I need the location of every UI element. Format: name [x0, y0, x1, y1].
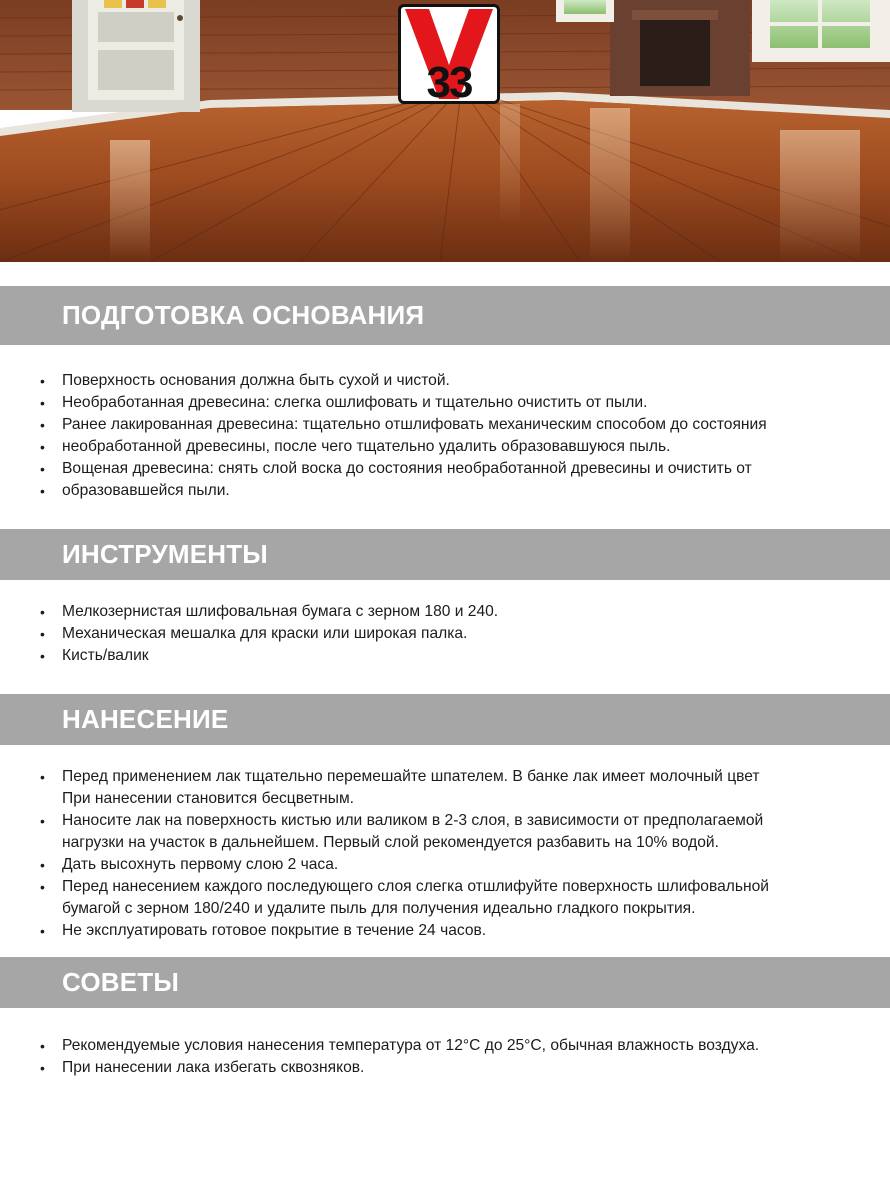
bullet-icon: • — [40, 604, 45, 620]
list-item: • Необработанная древесина: слегка ошлифовать и тщательно очистить от пыли. — [0, 392, 890, 414]
bullet-icon: • — [40, 395, 45, 411]
list-tips — [0, 1035, 890, 1079]
list-item: • образовавшейся пыли. — [0, 480, 890, 502]
bullet-icon: • — [40, 923, 45, 939]
bullet-icon: • — [40, 1060, 45, 1076]
brand-logo — [398, 4, 500, 104]
bullet-icon: • — [40, 648, 45, 664]
list-item: • Вощеная древесина: снять слой воска до состояния необработанной древесины и очистить от — [0, 458, 890, 480]
list-item: • При нанесении лака избегать сквозняков. — [0, 1057, 890, 1079]
bullet-icon: • — [40, 483, 45, 499]
list-tools — [0, 601, 890, 667]
bullet-icon: • — [40, 769, 45, 785]
list-item: • Наносите лак на поверхность кистью или валиком в 2-3 слоя, в зависимости от предполагаемой — [0, 810, 890, 832]
bullet-icon: • — [40, 857, 45, 873]
list-item: • Ранее лакированная древесина: тщательно отшлифовать механическим способом до состояния — [0, 414, 890, 436]
section-header-application: НАНЕСЕНИЕ — [0, 694, 890, 745]
section-header-tools: ИНСТРУМЕНТЫ — [0, 529, 890, 580]
list-preparation — [0, 370, 890, 502]
list-item: • необработанной древесины, после чего тщательно удалить образовавшуюся пыль. — [0, 436, 890, 458]
list-item-continuation: нагрузки на участок в дальнейшем. Первый слой рекомендуется разбавить на 10% водой. — [62, 834, 719, 851]
list-item-continuation: При нанесении становится бесцветным. — [62, 790, 355, 807]
bullet-icon: • — [40, 813, 45, 829]
list-item: • Кисть/валик — [0, 645, 890, 667]
bullet-icon: • — [40, 879, 45, 895]
list-application — [0, 766, 890, 942]
list-item: • Мелкозернистая шлифовальная бумага с зерном 180 и 240. — [0, 601, 890, 623]
list-item: • Перед применением лак тщательно перемешайте шпателем. В банке лак имеет молочный цвет — [0, 766, 890, 788]
bullet-icon: • — [40, 439, 45, 455]
list-item: • Дать высохнуть первому слою 2 часа. — [0, 854, 890, 876]
list-item: • Не эксплуатировать готовое покрытие в течение 24 часов. — [0, 920, 890, 942]
list-item: • Перед нанесением каждого последующего слоя слегка отшлифуйте поверхность шлифовальной — [0, 876, 890, 898]
list-item: • Механическая мешалка для краски или широкая палка. — [0, 623, 890, 645]
bullet-icon: • — [40, 1038, 45, 1054]
bullet-icon: • — [40, 417, 45, 433]
list-item: • Поверхность основания должна быть сухой и чистой. — [0, 370, 890, 392]
section-header-preparation: ПОДГОТОВКА ОСНОВАНИЯ — [0, 286, 890, 345]
logo-digits: 33 — [426, 58, 472, 101]
list-item: • Рекомендуемые условия нанесения температура от 12°С до 25°С, обычная влажность воздуха. — [0, 1035, 890, 1057]
bullet-icon: • — [40, 373, 45, 389]
section-header-tips: СОВЕТЫ — [0, 957, 890, 1008]
bullet-icon: • — [40, 626, 45, 642]
bullet-icon: • — [40, 461, 45, 477]
list-item-continuation: бумагой с зерном 180/240 и удалите пыль для получения идеально гладкого покрытия. — [62, 900, 696, 917]
